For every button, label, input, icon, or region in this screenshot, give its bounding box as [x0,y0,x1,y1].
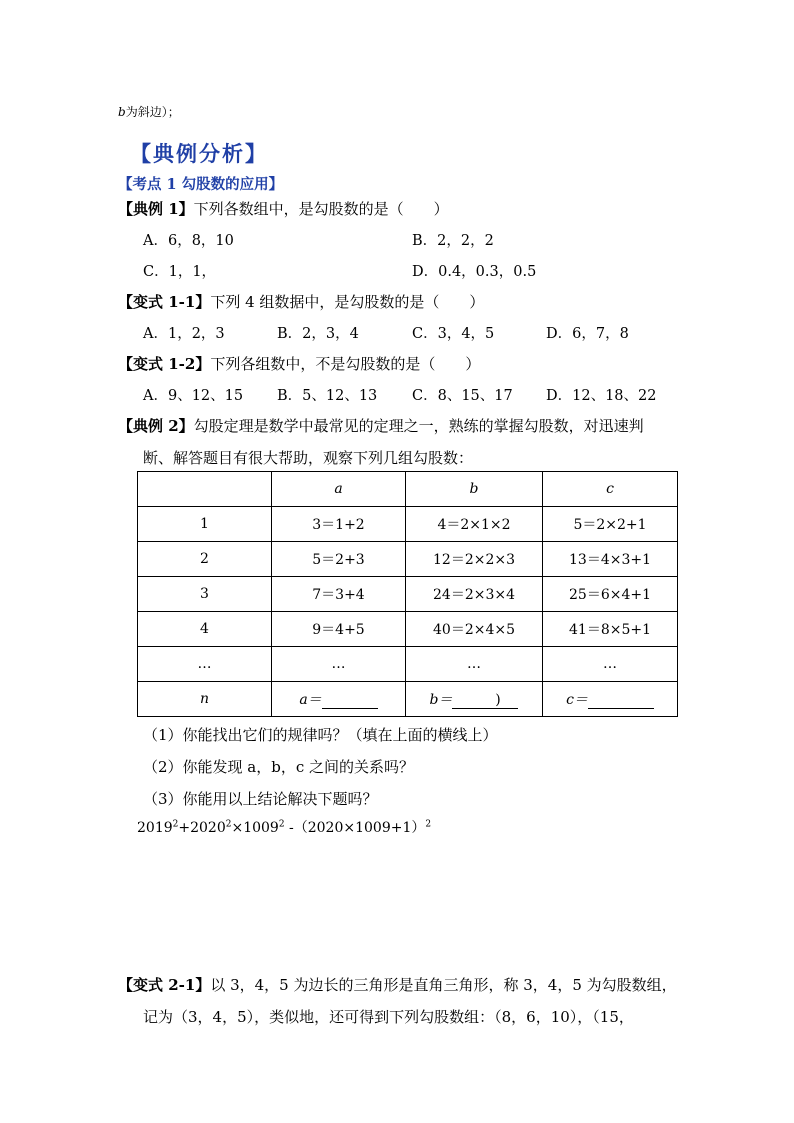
example1-tag: 【典例 1】 [118,200,194,218]
variant21-line1 [118,974,677,995]
example1-option-d: D．0.4，0.3，0.5 [412,264,537,280]
variant12-question [118,353,480,374]
table-cell: 5＝2×2+1 [543,507,678,542]
variant21-text: 以 3，4，5 为边长的三角形是直角三角形，称 3，4，5 为勾股数组， [210,976,677,994]
table-cell-b-blank [406,682,543,717]
table-cell: 4＝2×1×2 [406,507,543,542]
formula-exponent: 2 [425,819,432,830]
table-cell: 12＝2×2×3 [406,542,543,577]
variant12-option-c: C．8、15、17 [412,388,513,404]
top-fragment [118,103,180,120]
table-cell: 4 [138,612,272,647]
table-cell: 3 [138,577,272,612]
fragment-text: 为斜边）； [125,105,180,119]
c-answer-blank[interactable] [588,692,654,709]
variant12-option-a: A．9、12、15 [143,388,244,404]
table-header-cell: a [272,472,406,507]
table-row [138,577,678,612]
table-cell: 5＝2+3 [272,542,406,577]
table-cell: 7＝3+4 [272,577,406,612]
table-cell: 9＝4+5 [272,612,406,647]
c-label: c＝ [566,692,588,708]
example2-line1 [118,415,644,436]
kaodian-heading: 【考点 1 勾股数的应用】 [118,176,284,193]
table-cell: 41＝8×5+1 [543,612,678,647]
b-answer-blank[interactable] [452,692,518,709]
table-header-cell: c [543,472,678,507]
section-title: 【典例分析】 [130,141,268,166]
table-row [138,507,678,542]
variant12-tag: 【变式 1-2】 [118,355,211,373]
example2-line2: 断、解答题目有很大帮助，观察下列几组勾股数： [143,449,474,467]
example1-option-c: C．1，1， [143,264,217,280]
example1-question [118,198,449,219]
table-cell: … [543,647,678,682]
table-cell: 1 [138,507,272,542]
table-cell: 13＝4×3+1 [543,542,678,577]
formula-part: ×1009 [231,820,279,836]
table-row-n [138,682,678,717]
table-cell-c-blank [543,682,678,717]
formula-part: 2019 [137,820,173,836]
table-cell: … [272,647,406,682]
variant11-option-c: C．3，4，5 [412,326,495,342]
formula-part: -（2020×1009+1） [284,820,426,836]
formula-exponent: 2 [278,819,285,830]
formula [137,817,431,837]
formula-part: +2020 [178,820,226,836]
table-cell: … [406,647,543,682]
pythagorean-table [137,471,678,717]
variant11-tag: 【变式 1-1】 [118,293,211,311]
var-b: b [118,105,126,119]
variant11-option-a: A．1，2，3 [143,326,225,342]
a-answer-blank[interactable] [322,692,378,709]
table-header-cell: b [406,472,543,507]
variant11-option-d: D．6，7，8 [546,326,629,342]
example1-option-b: B．2，2，2 [412,233,494,249]
table-cell-n: n [138,682,272,717]
table-cell: 3＝1+2 [272,507,406,542]
variant11-question [118,291,484,312]
table-cell: … [138,647,272,682]
example1-option-a: A．6，8，10 [143,233,234,249]
variant12-option-b: B．5、12、13 [277,388,378,404]
variant12-text: 下列各组数中，不是勾股数的是（ ） [210,355,481,373]
variant21-tag: 【变式 2-1】 [118,976,211,994]
table-cell: 24＝2×3×4 [406,577,543,612]
variant11-text: 下列 4 组数据中，是勾股数的是（ ） [210,293,485,311]
formula-exponent: 2 [172,819,179,830]
formula-exponent: 2 [225,819,232,830]
variant11-option-b: B．2，3，4 [277,326,359,342]
example2-text: 勾股定理是数学中最常见的定理之一，熟练的掌握勾股数，对迅速判 [193,417,644,435]
variant21-line2: 记为（3，4，5），类似地，还可得到下列勾股数组：（8，6，10），（15， [143,1008,634,1026]
table-cell-a-blank [272,682,406,717]
table-cell: 40＝2×4×5 [406,612,543,647]
table-row [138,612,678,647]
table-row [138,542,678,577]
subquestion-1: （1）你能找出它们的规律吗？（填在上面的横线上） [143,726,498,744]
table-row [138,647,678,682]
a-label: a＝ [299,692,322,708]
table-cell: 25＝6×4+1 [543,577,678,612]
table-cell: 2 [138,542,272,577]
b-label: b＝ [429,692,453,708]
variant12-option-d: D．12、18、22 [546,388,657,404]
example2-tag: 【典例 2】 [118,417,194,435]
table-header-cell [138,472,272,507]
table-header-row [138,472,678,507]
b-paren: ) [495,692,501,708]
subquestion-3: （3）你能用以上结论解决下题吗？ [143,790,378,808]
subquestion-2: （2）你能发现 a，b，c 之间的关系吗？ [143,758,415,776]
example1-text: 下列各数组中，是勾股数的是（ ） [193,200,449,218]
